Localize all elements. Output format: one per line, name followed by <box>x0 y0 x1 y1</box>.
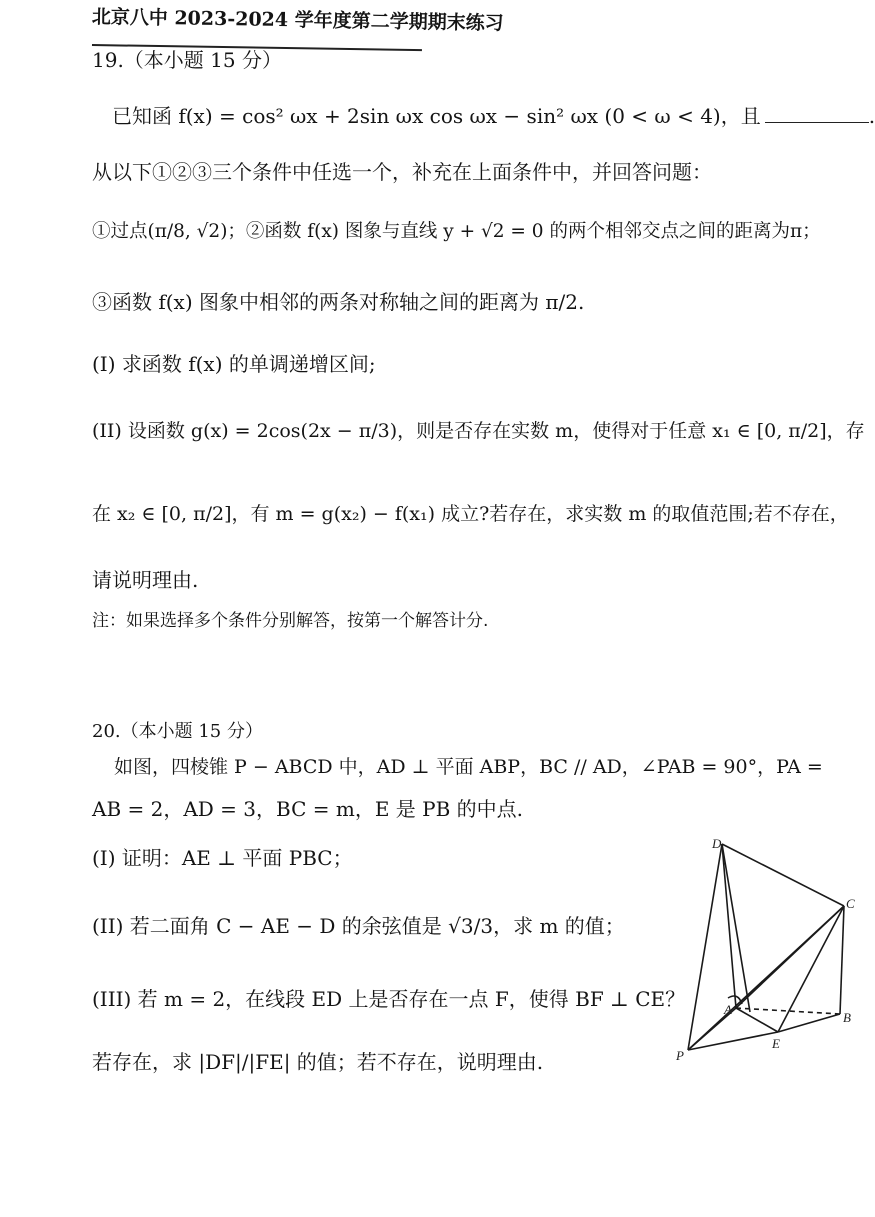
q19-part-1: (I) 求函数 f(x) 的单调递增区间; <box>92 352 376 376</box>
q20-part-1: (I) 证明：AE ⊥ 平面 PBC； <box>92 846 353 870</box>
edge-AE <box>736 1008 778 1032</box>
exam-header-title: 北京八中 2023-2024 学年度第二学期期末练习 <box>91 6 504 35</box>
edge-PE <box>688 1032 778 1050</box>
q19-note: 注：如果选择多个条件分别解答，按第一个解答计分. <box>92 611 489 631</box>
vertex-label-P: P <box>676 1048 684 1063</box>
vertex-label-A: A <box>724 1002 732 1017</box>
edge-DC <box>722 844 844 906</box>
pyramid-figure <box>668 832 858 1064</box>
q19-part-2-line-2: 在 x₂ ∈ [0, π/2]，有 m = g(x₂) − f(x₁) 成立?若存在，求实数 m 的取值范围;若不存在， <box>92 503 849 525</box>
vertex-label-B: B <box>843 1010 851 1025</box>
q20-stem-line-1: 如图，四棱锥 P − ABCD 中，AD ⊥ 平面 ABP，BC // AD，∠PAB = 90°，PA = <box>114 756 823 778</box>
q19-instruction: 从以下①②③三个条件中任选一个，补充在上面条件中，并回答问题： <box>92 160 712 184</box>
q19-heading: 19.（本小题 15 分） <box>92 48 282 72</box>
q19-conditions-1-2: ①过点(π/8, √2)；②函数 f(x) 图象与直线 y + √2 = 0 的两个相邻交点之间的距离为π； <box>92 221 821 242</box>
q19-given-text: 已知函 f(x) = cos² ωx + 2sin ωx cos ωx − sin² ωx (0 < ω < 4)，且 <box>112 104 761 128</box>
q20-stem-line-2: AB = 2，AD = 3，BC = m，E 是 PB 的中点. <box>92 797 524 821</box>
edge-DA <box>722 844 736 1008</box>
q19-part-2-line-3: 请说明理由. <box>92 568 199 592</box>
q19-condition-3: ③函数 f(x) 图象中相邻的两条对称轴之间的距离为 π/2. <box>92 290 585 314</box>
q19-given-end: . <box>868 104 875 128</box>
pyramid-diagram <box>668 832 858 1064</box>
q19-part-2-line-1: (II) 设函数 g(x) = 2cos(2x − π/3)，则是否存在实数 m，使得对于任意 x₁ ∈ [0, π/2]，存 <box>92 420 865 442</box>
vertex-label-E: E <box>772 1036 780 1051</box>
q20-part-3-line-2: 若存在，求 |DF|/|FE| 的值；若不存在，说明理由. <box>92 1050 544 1074</box>
q20-heading: 20.（本小题 15 分） <box>92 721 263 742</box>
edge-DP <box>688 844 722 1050</box>
q19-given <box>112 104 875 128</box>
edge-BC <box>840 906 844 1014</box>
vertex-label-D: D <box>712 836 722 851</box>
edge-DE-DF <box>722 844 750 1012</box>
q19-answer-blank <box>765 122 869 123</box>
q20-part-3-line-1: (III) 若 m = 2，在线段 ED 上是否存在一点 F，使得 BF ⊥ CE？ <box>92 987 686 1011</box>
edge-EB <box>778 1014 840 1032</box>
edge-AC <box>736 906 844 1008</box>
q20-part-2: (II) 若二面角 C − AE − D 的余弦值是 √3/3，求 m 的值； <box>92 914 625 938</box>
vertex-label-C: C <box>846 896 855 911</box>
